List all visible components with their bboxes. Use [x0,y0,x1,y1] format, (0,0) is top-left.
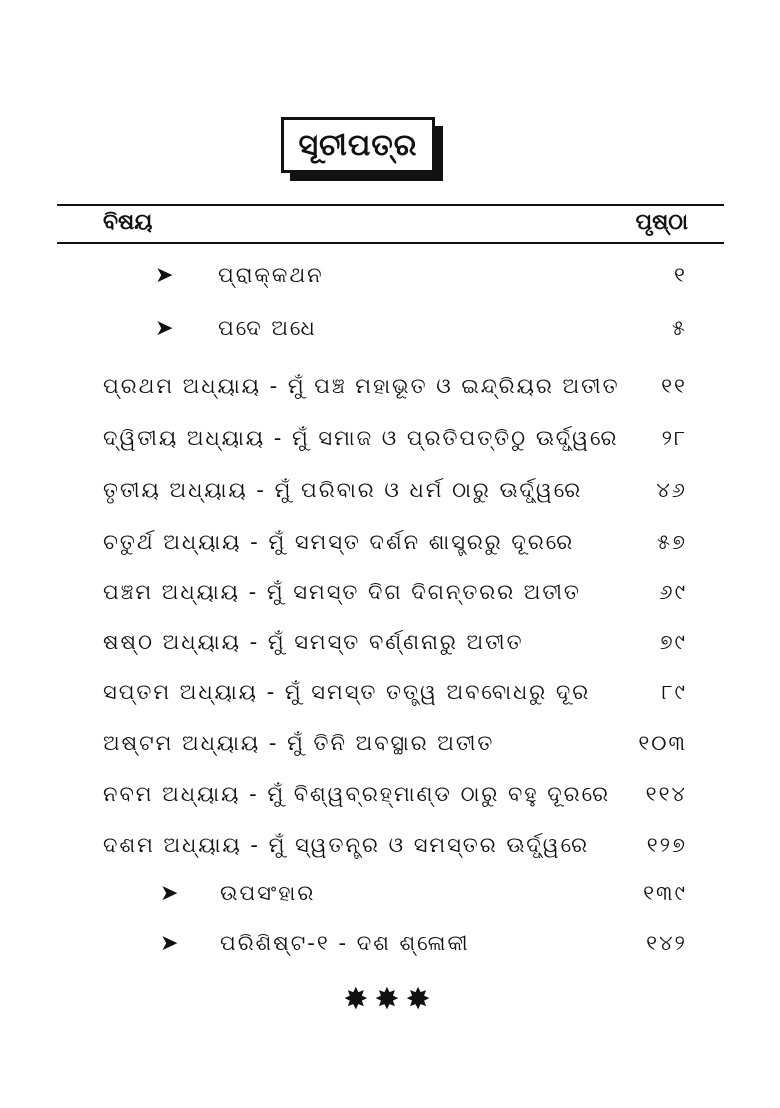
footer-ornament-icon: ✸✸✸ [343,982,437,1017]
toc-entry-title: ପରିଶିଷ୍ଟ-୧ - ଦଶ ଶ୍ଳୋକୀ [220,931,470,955]
toc-entry-title: ତୃତୀୟ ଅଧ୍ୟାୟ - ମୁଁ ପରିବାର ଓ ଧର୍ମ ଠାରୁ ଊର୍ଦ୍ଧ୍ୱରେ [103,478,583,502]
toc-entry-page: ୪୬ [656,478,687,502]
toc-entry-title: ସପ୍ତମ ଅଧ୍ୟାୟ - ମୁଁ ସମସ୍ତ ତତ୍ତ୍ୱ ଅବବୋଧରୁ ଦୂର [103,680,591,704]
header-rule-top [57,204,724,206]
toc-entry-page: ୫୭ [657,530,687,554]
toc-entry-title: ଉପସଂହାର [220,881,316,905]
page-title: ସୂଚୀପତ୍ର [281,117,435,173]
toc-entry [0,478,780,518]
toc-entry-title: ଦ୍ୱିତୀୟ ଅଧ୍ୟାୟ - ମୁଁ ସମାଜ ଓ ପ୍ରତିପତ୍ତିଠୁ ଊର୍ଦ୍ଧ୍ୱରେ [103,426,619,450]
bullet-arrow-icon: ➤ [155,316,176,341]
toc-entry-title: ଦଶମ ଅଧ୍ୟାୟ - ମୁଁ ସ୍ୱତନ୍ତ୍ର ଓ ସମସ୍ତର ଊର୍ଦ୍ଧ୍ୱରେ [103,833,590,857]
toc-entry-page: ୧୪୨ [646,931,687,955]
toc-entry-title: ପ୍ରଥମ ଅଧ୍ୟାୟ - ମୁଁ ପଞ୍ଚ ମହାଭୂତ ଓ ଇନ୍ଦ୍ରିୟର ଅତୀତ [103,374,620,398]
toc-entry-title: ପଦେ ଅଧେ [218,316,317,340]
toc-entry-title: ଚତୁର୍ଥ ଅଧ୍ୟାୟ - ମୁଁ ସମସ୍ତ ଦର୍ଶନ ଶାସ୍ତ୍ରରୁ ଦୂରରେ [103,530,575,554]
toc-entry [0,833,780,873]
toc-entry [0,630,780,670]
toc-entry-page: ୮୯ [661,680,687,704]
toc-entry [0,782,780,822]
toc-entry [0,931,780,971]
toc-entry-page: ୧୩୯ [643,881,687,905]
header-subject: ବିଷୟ [103,210,153,235]
title-block [281,117,443,181]
toc-entry [0,731,780,771]
toc-entry-title: ପ୍ରାକ୍‌କଥନ [218,263,324,287]
toc-entry-page: ୬୯ [659,580,687,604]
toc-entry-page: ୫ [671,316,687,340]
toc-entry [0,263,780,303]
toc-entry [0,881,780,921]
toc-entry-title: ଷଷ୍ଠ ଅଧ୍ୟାୟ - ମୁଁ ସମସ୍ତ ବର୍ଣ୍ଣନାରୁ ଅତୀତ [103,630,524,654]
toc-entry [0,580,780,620]
toc-entry [0,374,780,414]
toc-entry [0,680,780,720]
toc-entry-page: ୨୮ [661,426,687,450]
toc-entry-page: ୧୧୪ [645,782,687,806]
toc-entry [0,426,780,466]
toc-entry-page: ୧୨୭ [646,833,687,857]
toc-entry-page: ୧ [674,263,687,287]
bullet-arrow-icon: ➤ [160,931,181,956]
header-rule-bottom [57,242,724,244]
toc-entry [0,316,780,356]
toc-entry-title: ପଞ୍ଚମ ଅଧ୍ୟାୟ - ମୁଁ ସମସ୍ତ ଦିଗ ଦିଗନ୍ତରର ଅତୀତ [103,580,581,604]
toc-entry [0,530,780,570]
bullet-arrow-icon: ➤ [160,881,181,906]
toc-entry-page: ୧୦୩ [638,731,687,755]
toc-entry-page: ୭୯ [659,630,687,654]
toc-entry-page: ୧୧ [661,374,687,398]
header-page: ପୃଷ୍ଠା [635,210,688,235]
toc-entry-title: ନବମ ଅଧ୍ୟାୟ - ମୁଁ ବିଶ୍ୱବ୍ରହ୍ମାଣ୍ଡ ଠାରୁ ବହୁ ଦୂରରେ [103,782,611,806]
bullet-arrow-icon: ➤ [155,263,176,288]
toc-entry-title: ଅଷ୍ଟମ ଅଧ୍ୟାୟ - ମୁଁ ତିନି ଅବସ୍ଥାର ଅତୀତ [103,731,495,755]
